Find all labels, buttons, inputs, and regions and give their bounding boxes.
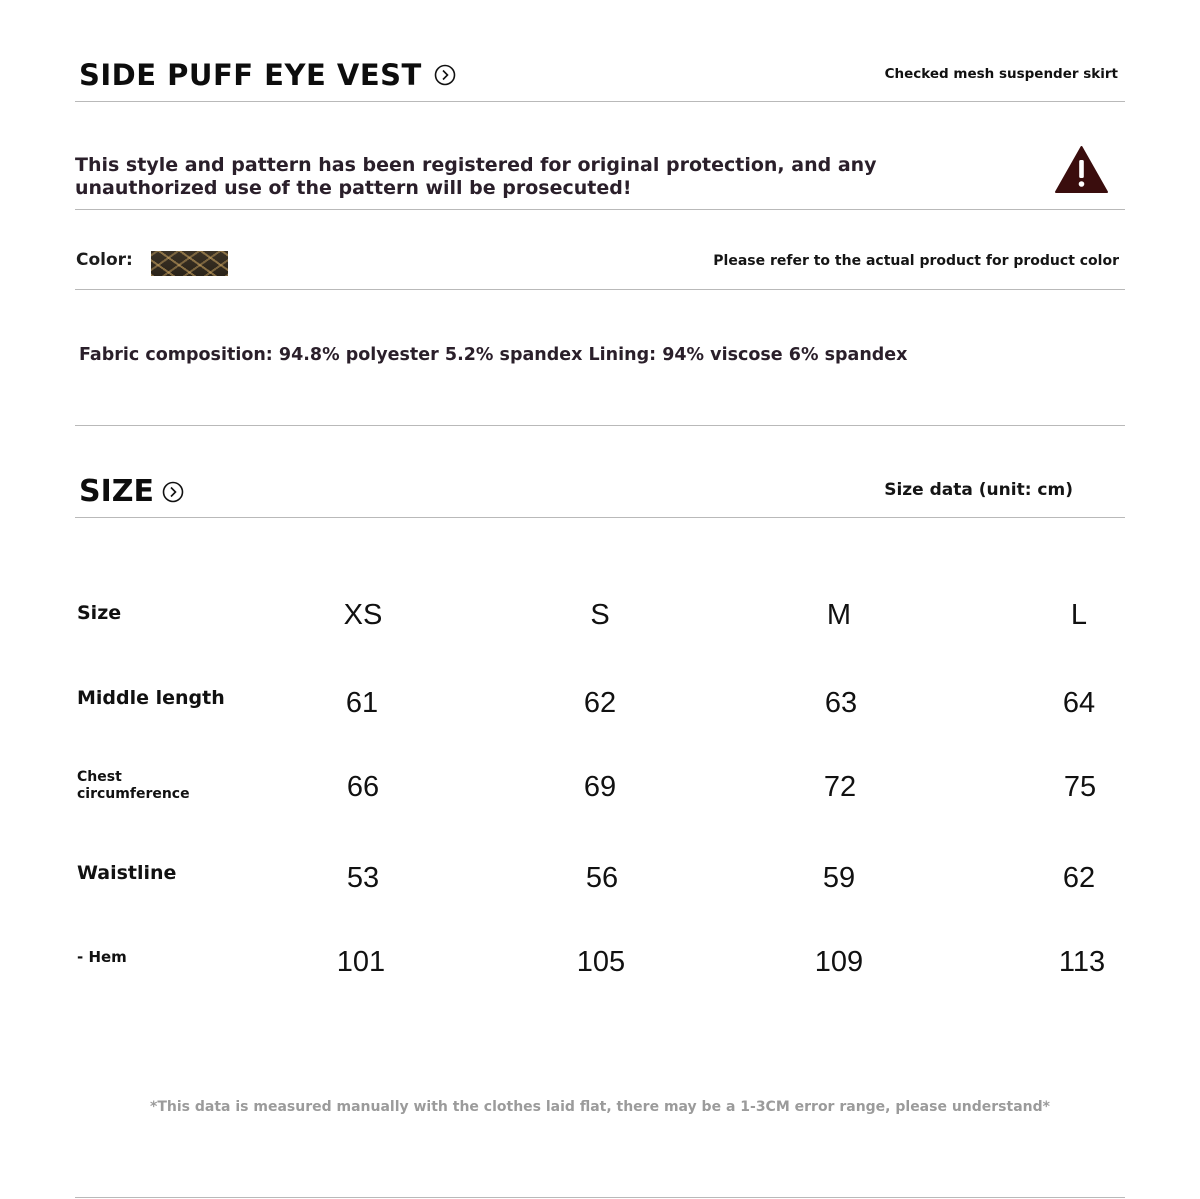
table-cell: 75 [1063, 771, 1097, 803]
size-title-text: SIZE [79, 474, 155, 509]
row-label-line: circumference [77, 786, 190, 802]
table-cell: 113 [1058, 946, 1106, 978]
chevron-right-circle-icon[interactable] [434, 64, 456, 86]
divider [75, 289, 1125, 290]
divider [75, 209, 1125, 210]
chevron-right-circle-icon[interactable] [162, 481, 184, 503]
product-subtitle: Checked mesh suspender skirt [884, 66, 1118, 82]
size-unit-note: Size data (unit: cm) [884, 480, 1073, 500]
measurement-footnote: *This data is measured manually with the clothes laid flat, there may be a 1-3CM error range, please understand* [150, 1099, 1050, 1115]
table-cell: 62 [1062, 862, 1096, 894]
table-cell: 61 [345, 687, 379, 719]
color-label: Color: [76, 250, 133, 270]
protection-warning-text: This style and pattern has been registered for original protection, and any unauthorized use of the pattern will be prosecuted! [75, 154, 877, 199]
table-cell: 56 [585, 862, 619, 894]
divider [75, 101, 1125, 102]
table-cell: 105 [576, 946, 626, 978]
row-label-middle-length: Middle length [77, 687, 225, 709]
table-cell: 62 [583, 687, 617, 719]
row-label-hem: - Hem [77, 948, 127, 966]
table-cell: 72 [823, 771, 857, 803]
table-cell: 64 [1062, 687, 1096, 719]
table-cell: 53 [346, 862, 380, 894]
table-cell: 59 [822, 862, 856, 894]
divider [75, 517, 1125, 518]
size-column-header: L [1070, 599, 1088, 631]
divider [75, 425, 1125, 426]
size-column-header: XS [343, 599, 383, 631]
table-cell: 101 [336, 946, 386, 978]
size-header-label: Size [77, 602, 122, 624]
product-title-text: SIDE PUFF EYE VEST [79, 58, 422, 92]
size-column-header: S [590, 599, 610, 631]
color-swatch [151, 251, 228, 276]
table-cell: 63 [824, 687, 858, 719]
color-note: Please refer to the actual product for product color [713, 253, 1119, 269]
table-cell: 69 [583, 771, 617, 803]
table-cell: 66 [346, 771, 380, 803]
row-label-chest-circumference [77, 769, 190, 803]
size-column-header: M [826, 599, 852, 631]
row-label-waistline: Waistline [77, 862, 177, 884]
fabric-composition: Fabric composition: 94.8% polyester 5.2% spandex Lining: 94% viscose 6% spandex [79, 345, 908, 365]
table-cell: 109 [814, 946, 864, 978]
row-label-line: Chest [77, 769, 122, 785]
warning-triangle-icon [1054, 145, 1109, 194]
size-section-title [79, 474, 184, 509]
product-title [79, 58, 456, 92]
divider [75, 1197, 1125, 1198]
